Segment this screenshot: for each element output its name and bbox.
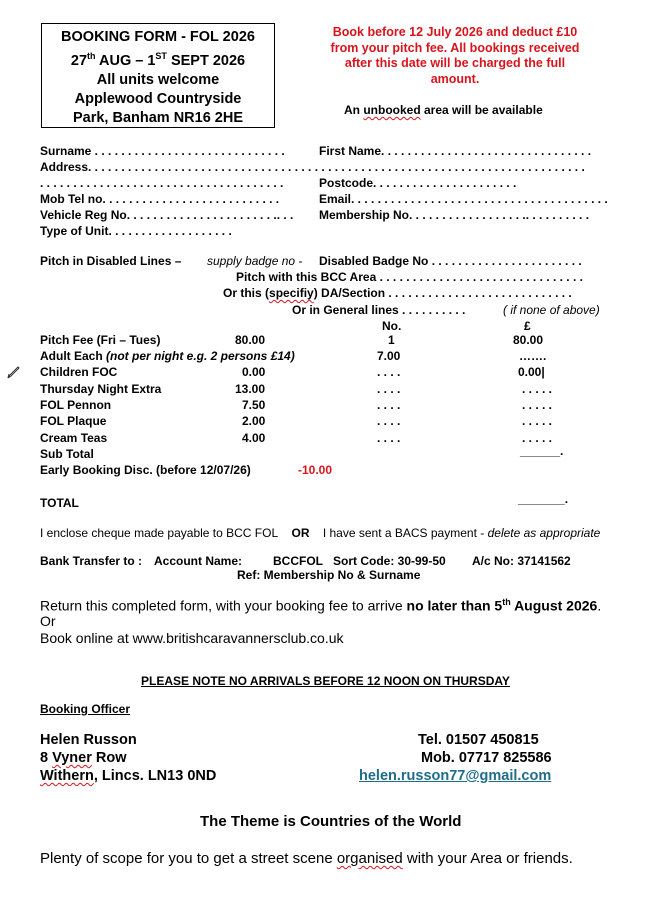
fee-row-label: FOL Plaque — [40, 414, 107, 428]
da-section-field[interactable]: Or this (specifiy) DA/Section . . . . . . . . . . . . . . . . . . . . . . . . . . . . — [223, 286, 572, 300]
address-line-2-field[interactable]: . . . . . . . . . . . . . . . . . . . . . . . . . . . . . . . . . . . . . — [40, 176, 284, 190]
fee-row-price: 7.50 — [242, 398, 266, 412]
address-field[interactable]: Address. . . . . . . . . . . . . . . . . . . . . . . . . . . . . . . . . . . . . . . . . . . . . . . . . . . . . . . . . . . . . . . . . . . . . . . . . . . — [40, 160, 585, 174]
fee-row-price: 13.00 — [235, 382, 266, 396]
fee-row-total[interactable]: 80.00 — [513, 333, 544, 347]
unbooked-area-note: An unbooked area will be available — [344, 103, 543, 117]
general-lines-field[interactable]: Or in General lines . . . . . . . . . . — [292, 303, 466, 317]
officer-address-1: 8 Vyner Row — [40, 750, 127, 766]
fee-row-no[interactable]: . . . . — [377, 431, 401, 445]
fee-row-label: Adult Each (not per night e.g. 2 persons £14) — [40, 349, 295, 363]
scope-text: Plenty of scope for you to get a street scene organised with your Area or friends. — [40, 850, 573, 867]
title-box — [41, 23, 275, 128]
fee-row-no[interactable]: 1 — [388, 333, 395, 347]
account-name-value: BCCFOL — [273, 554, 323, 568]
mob-tel-field[interactable]: Mob Tel no. . . . . . . . . . . . . . . . . . . . . . . . . . . — [40, 192, 280, 206]
fee-row-no[interactable]: 7.00 — [377, 349, 401, 363]
arrivals-notice: PLEASE NOTE NO ARRIVALS BEFORE 12 NOON ON THURSDAY — [141, 674, 510, 688]
surname-field[interactable]: Surname . . . . . . . . . . . . . . . . . . . . . . . . . . . . . — [40, 144, 285, 158]
bank-reference: Ref: Membership No & Surname — [237, 568, 421, 582]
fee-row-total[interactable]: . . . . . — [522, 398, 553, 412]
pen-cursor-icon — [6, 365, 22, 386]
account-number: A/c No: 37141562 — [472, 554, 571, 568]
fee-row-price: 80.00 — [235, 333, 266, 347]
fee-row-total[interactable]: . . . . . — [522, 382, 553, 396]
fee-row-label: Pitch Fee (Fri – Tues) — [40, 333, 161, 347]
title-line-1: BOOKING FORM - FOL 2026 — [61, 29, 255, 45]
fee-row-total[interactable]: . . . . . — [522, 431, 553, 445]
total-label: TOTAL — [40, 496, 79, 510]
book-online-text: Book online at www.britishcaravannersclub.co.uk — [40, 630, 344, 646]
early-discount-value: -10.00 — [298, 463, 333, 477]
unit-type-field[interactable]: Type of Unit. . . . . . . . . . . . . . . . . . . — [40, 224, 232, 238]
fee-row-price: 2.00 — [242, 414, 266, 428]
col-no-header: No. — [382, 319, 402, 333]
fee-row-total[interactable]: . . . . . — [522, 414, 553, 428]
fee-row-no[interactable]: . . . . — [377, 365, 401, 379]
none-above-note: ( if none of above) — [503, 303, 600, 317]
fee-row-price: 0.00 — [242, 365, 266, 379]
theme-heading: The Theme is Countries of the World — [200, 813, 462, 830]
email-field[interactable]: Email. . . . . . . . . . . . . . . . . . . . . . . . . . . . . . . . . . . . . . . — [319, 192, 608, 206]
officer-mob: Mob. 07717 825586 — [421, 750, 552, 766]
fee-row-no[interactable]: . . . . — [377, 398, 401, 412]
sort-code: Sort Code: 30-99-50 — [333, 554, 446, 568]
fee-row-no[interactable]: . . . . — [377, 382, 401, 396]
title-line-3: All units welcome — [96, 71, 220, 88]
fee-row-label: FOL Pennon — [40, 398, 112, 412]
title-dates: 27th AUG – 1ST SEPT 2026 — [70, 51, 246, 69]
officer-tel: Tel. 01507 450815 — [418, 732, 539, 748]
fee-row-total[interactable]: ……. — [519, 349, 547, 363]
bcc-area-field[interactable]: Pitch with this BCC Area . . . . . . . . . . . . . . . . . . . . . . . . . . . . . . . — [236, 270, 583, 284]
return-instructions: Return this completed form, with your booking fee to arrive no later than 5th August 2026. — [40, 597, 602, 614]
account-name-label: Account Name: — [154, 554, 243, 568]
fee-row-label: Cream Teas — [40, 431, 108, 445]
officer-email-link[interactable]: helen.russon77@gmail.com — [359, 768, 552, 784]
officer-name: Helen Russon — [40, 732, 137, 748]
supply-badge-note: supply badge no - — [207, 254, 303, 268]
vehicle-reg-field[interactable]: Vehicle Reg No. . . . . . . . . . . . . . . . . . . . . . .. . . — [40, 208, 294, 222]
disabled-lines-label: Pitch in Disabled Lines – — [40, 254, 182, 268]
title-line-5: Park, Banham NR16 2HE — [72, 109, 244, 126]
fee-row-no[interactable]: . . . . — [377, 414, 401, 428]
officer-address-2: Withern, Lincs. LN13 0ND — [40, 768, 217, 784]
postcode-field[interactable]: Postcode. . . . . . . . . . . . . . . . . . . . . . — [319, 176, 517, 190]
col-pound-header: £ — [524, 319, 531, 333]
subtotal-label: Sub Total — [40, 447, 94, 461]
subtotal-field[interactable]: ______. — [520, 444, 564, 458]
or-text: Or — [40, 613, 56, 629]
title-line-4: Applewood Countryside — [74, 90, 242, 107]
first-name-field[interactable]: First Name. . . . . . . . . . . . . . . . . . . . . . . . . . . . . . . . — [319, 144, 592, 158]
membership-field[interactable]: Membership No. . . . . . . . . . . . . . . . . .. . . . . . . . . . — [319, 208, 590, 222]
total-field[interactable]: _______. — [518, 492, 569, 506]
fee-row-total[interactable]: 0.00| — [518, 365, 545, 379]
bank-transfer-label: Bank Transfer to : — [40, 554, 143, 568]
early-booking-note: Book before 12 July 2026 and deduct £10 from your pitch fee. All bookings received after this date will be charged the full amount. — [330, 25, 580, 86]
fee-row-label: Children FOC — [40, 365, 118, 379]
payment-options: I enclose cheque made payable to BCC FOL OR I have sent a BACS payment - delete as appropriate — [40, 526, 601, 540]
fee-row-label: Thursday Night Extra — [40, 382, 162, 396]
fee-row-price: 4.00 — [242, 431, 266, 445]
early-discount-label: Early Booking Disc. (before 12/07/26) — [40, 463, 251, 477]
booking-officer-heading: Booking Officer — [40, 702, 131, 716]
disabled-badge-field[interactable]: Disabled Badge No . . . . . . . . . . . . . . . . . . . . . . . — [319, 254, 582, 268]
